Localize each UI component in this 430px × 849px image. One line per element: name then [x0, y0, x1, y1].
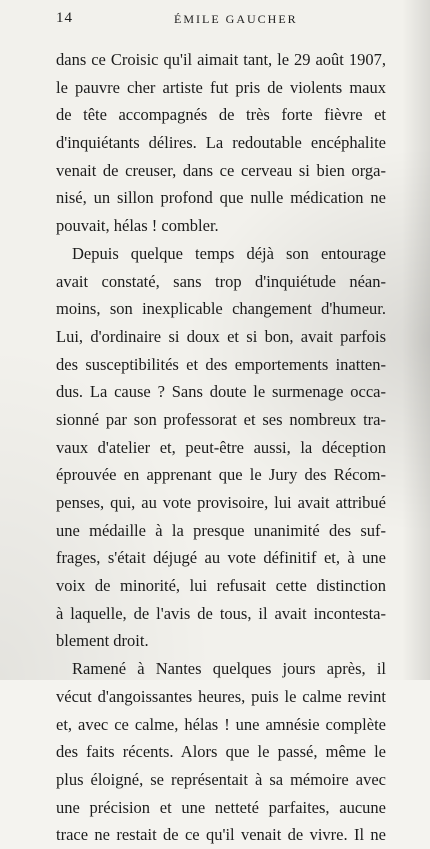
- text-line: dus. La cause ? Sans doute le surmenage occa-: [56, 382, 386, 402]
- running-title: ÉMILE GAUCHER: [174, 12, 298, 26]
- text-line: le pauvre cher artiste fut pris de violents maux: [56, 77, 386, 97]
- text-line: moins, son inexplicable changement d'humeur.: [56, 299, 386, 319]
- text-line: trace ne restait de ce qu'il venait de vivre. Il ne: [56, 825, 386, 845]
- text-line: frages, s'était déjugé au vote définitif et, à une: [56, 548, 386, 568]
- text-line: venait de creuser, dans ce cerveau si bien orga-: [56, 160, 386, 180]
- text-line: voix de minorité, lui refusait cette distinction: [56, 576, 386, 596]
- text-line: Lui, d'ordinaire si doux et si bon, avait parfois: [56, 326, 386, 346]
- text-line: et, avec ce calme, hélas ! une amnésie complète: [56, 714, 386, 734]
- page-number: 14: [56, 10, 73, 26]
- text-line: blement droit.: [56, 631, 149, 651]
- text-line: une précision et une netteté parfaites, aucune: [56, 797, 386, 817]
- text-line: nisé, un sillon profond que nulle médication ne: [56, 188, 386, 208]
- text-line: pouvait, hélas ! combler.: [56, 216, 219, 236]
- text-line: sionné par son professorat et ses nombreux tra-: [56, 409, 386, 429]
- text-line: dans ce Croisic qu'il aimait tant, le 29 août 1907,: [56, 50, 386, 69]
- text-line: éprouvée en apprenant que le Jury des Récom-: [56, 465, 386, 485]
- text-line: de tête accompagnés de très forte fièvre et: [56, 105, 386, 125]
- text-line: à laquelle, de l'avis de tous, il avait incontesta-: [56, 603, 386, 623]
- page-edge-shadow: [402, 0, 430, 680]
- body-text: [56, 46, 386, 849]
- text-line: d'inquiétants délires. La redoutable encéphalite: [56, 133, 386, 153]
- text-line: une médaille à la presque unanimité des suf-: [56, 520, 386, 540]
- text-line: plus éloigné, se représentait à sa mémoire avec: [56, 769, 386, 789]
- text-line: penses, qui, au vote provisoire, lui avait attribué: [56, 493, 386, 512]
- text-line: des susceptibilités et des emportements inatten-: [56, 354, 386, 374]
- running-header: [56, 10, 400, 32]
- text-line: avait constaté, sans trop d'inquiétude néan-: [56, 271, 386, 291]
- text-line: Ramené à Nantes quelques jours après, il: [72, 659, 386, 679]
- text-line: Depuis quelque temps déjà son entourage: [72, 243, 386, 263]
- text-line: vaux d'atelier et, peut-être aussi, la déception: [56, 437, 386, 457]
- text-line: des faits récents. Alors que le passé, même le: [56, 742, 386, 762]
- text-line: vécut d'angoissantes heures, puis le calme revint: [56, 686, 386, 706]
